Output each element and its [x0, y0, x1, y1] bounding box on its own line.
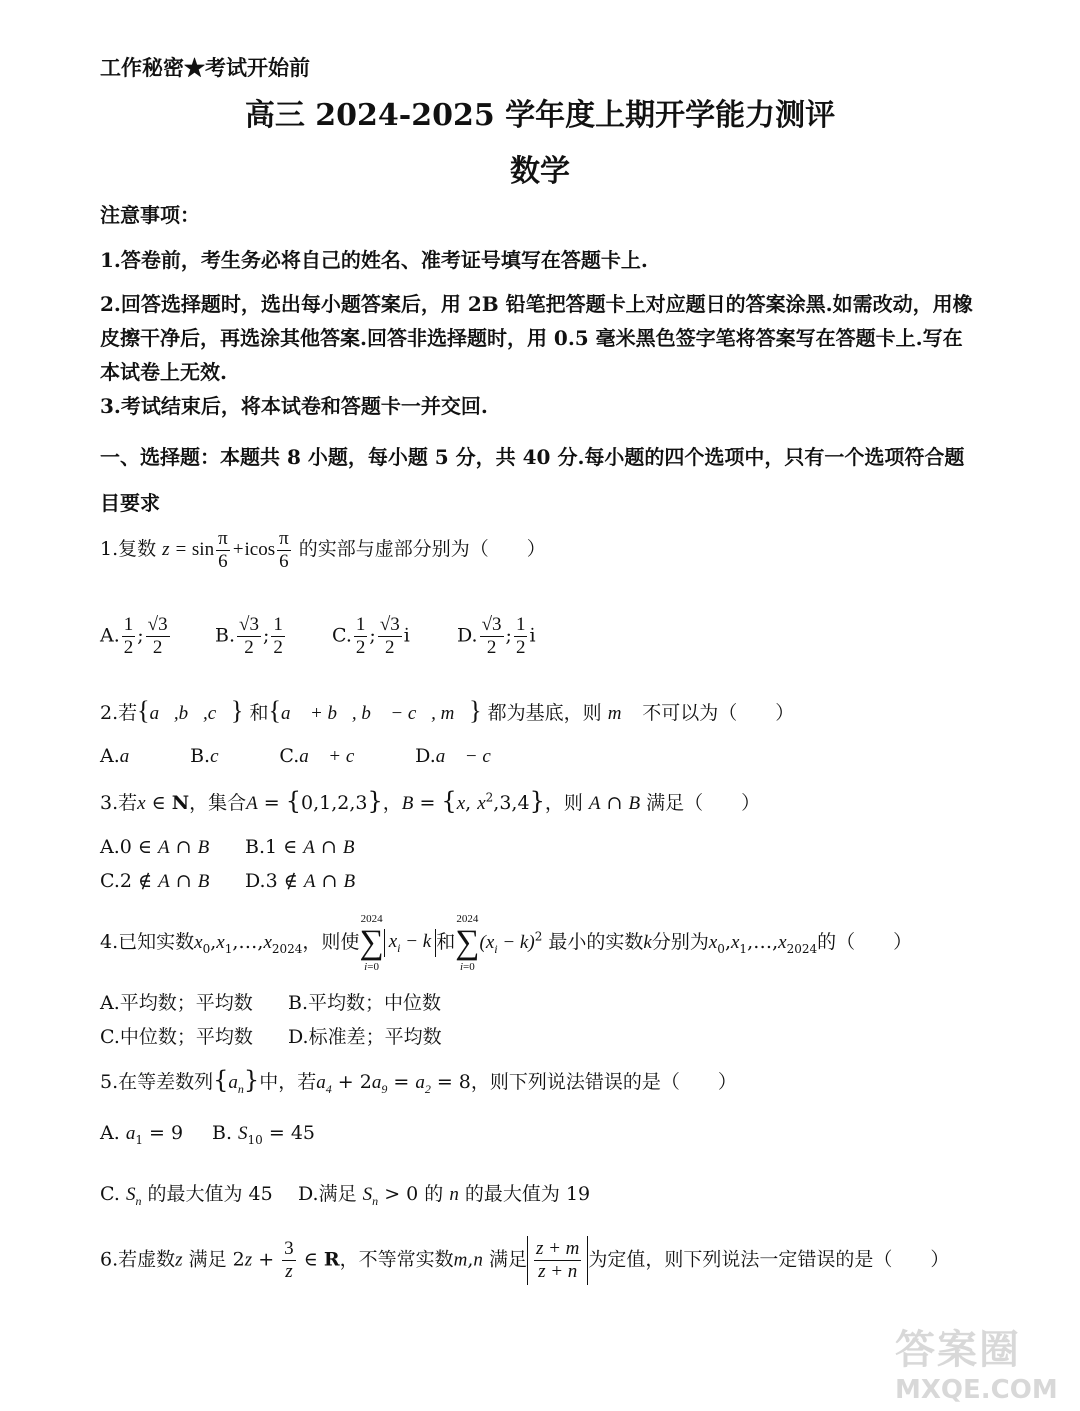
q6-mid1: 满足 — [188, 1248, 227, 1271]
q4-mid1: ，则使 — [302, 931, 360, 953]
question-2: 2.若{a⃗,b⃗,c⃗} 和{a⃗ + b⃗, b⃗ − c⃗, m⃗} 都为基底，则 m⃗ 不可以为（ ） — [100, 696, 795, 725]
q3-option-b: B.1 ∈ A ∩ B — [245, 836, 355, 858]
q3-prefix: 3.若 — [100, 792, 138, 814]
q3-option-c: C.2 ∉ A ∩ B — [100, 870, 210, 892]
notes-heading: 注意事项： — [100, 203, 200, 227]
q1-prefix: 1.复数 — [100, 537, 163, 560]
note-item-1: 1.答卷前，考生务必将自己的姓名、准考证号填写在答题卡上. — [100, 248, 648, 272]
q4-suffix3: 的（ ） — [817, 931, 913, 953]
q4-suffix2: 分别为 — [651, 931, 709, 953]
q2-options: A.a⃗ B.c⃗ C.a⃗ + c⃗ D.a⃗ − c⃗ — [100, 745, 506, 767]
q5-optd-text2: 的 — [424, 1183, 444, 1205]
q4-option-b: B.平均数；中位数 — [288, 992, 442, 1014]
q5-optd-text: D.满足 — [298, 1183, 357, 1205]
q2-basis-2: {a⃗ + b⃗, b⃗ − c⃗, m⃗} — [268, 696, 482, 725]
q3-suffix2: 满足（ ） — [646, 792, 761, 814]
q5-option-b: B. $S_{10} = 45$ — [212, 1122, 316, 1147]
subject-title: 数学 — [510, 154, 570, 189]
watermark-logo — [895, 1318, 1070, 1406]
q3-option-a: A.0 ∈ A ∩ B — [100, 836, 210, 858]
q2-basis-1: {a⃗,b⃗,c⃗} — [137, 696, 244, 725]
q3-mid1: ，集合 — [189, 792, 247, 814]
q1-option-b: B. $\frac{√3}{2}$ ; $\frac{1}{2}$ — [215, 614, 283, 658]
q5-prefix: 5.在等差数列 — [100, 1071, 214, 1093]
q3-option-d: D.3 ∉ A ∩ B — [245, 870, 356, 892]
section-heading: 一、选择题：本题共 8 小题，每小题 5 分，共 40 分.每小题的四个选项中，只有一个选项符合题目要求 — [100, 445, 965, 515]
q6-prefix: 6.若虚数 — [100, 1248, 176, 1271]
q2-suffix2: 不可以为（ ） — [642, 702, 795, 724]
q1-option-a: A. $\frac{1}{2}$ ; $\frac{√3}{2}$ — [100, 614, 168, 658]
q2-option-a-label: A. — [100, 745, 120, 767]
question-1 — [100, 528, 546, 573]
q4-prefix: 4.已知实数 — [100, 931, 195, 953]
q1-option-c: C. $\frac{1}{2}$ ; $\frac{√3}{2}$ i — [332, 614, 410, 658]
q1-formula: z = sin $\frac{\pi}{6}$ +icos $\frac{\pi}{6}$ — [162, 528, 289, 572]
q5-option-a: A. $a_1 = 9$ — [100, 1122, 184, 1147]
note-item-3: 3.考试结束后，将本试卷和答题卡一并交回. — [100, 394, 488, 418]
q2-option-d-label: D. — [415, 745, 436, 767]
q4-option-d: D.标准差；平均数 — [288, 1026, 442, 1048]
q4-sum-2: 2024 ∑ i=0 — [455, 913, 480, 973]
note-item-2: 2.回答选择题时，选出每小题答案后，用 2B 铅笔把答题卡上对应题日的答案涂黑.如需改动，用橡皮擦干净后，再选涂其他答案.回答非选择题时，用 0.5 毫米黑色签字笔将答案写在答题卡上.写在本试卷上无效. — [100, 292, 973, 384]
q4-suffix: 最小的实数 — [548, 931, 644, 953]
q4-option-a: A.平均数；平均数 — [100, 992, 253, 1014]
q5-optc-text: 的最大值为 45 — [147, 1183, 273, 1205]
q2-prefix: 2.若 — [100, 702, 138, 724]
watermark-line1: 答案圈 — [895, 1327, 1021, 1373]
confidential-label: 工作秘密★考试开始前 — [100, 55, 310, 80]
q3-mid2: ， — [382, 792, 402, 814]
exam-title: 高三 2024-2025 学年度上期开学能力测评 — [244, 98, 836, 133]
q2-mid: 和 — [249, 702, 269, 724]
q5-option-d: D.满足 $S_n > 0$ 的 n 的最大值为 19 — [298, 1183, 591, 1208]
q4-sum-1: 2024 ∑ i=0 — [359, 913, 384, 973]
q6-suffix: 为定值，则下列说法一定错误的是（ ） — [588, 1248, 950, 1271]
q2-suffix: 都为基底，则 — [487, 702, 602, 724]
q2-option-b-label: B. — [190, 745, 211, 767]
q6-mid3: 满足 — [488, 1248, 527, 1271]
q6-mid2: ，不等常实数 — [339, 1248, 454, 1271]
q1-suffix: 的实部与虚部分别为（ ） — [298, 537, 546, 560]
watermark-line2: MXQE.COM — [895, 1375, 1058, 1405]
question-4: 4.已知实数$x_0,x_1,\dots,x_{2024}$，则使 2024 ∑ i=0 $x_i - k$ 和 2024 ∑ i=0 $(x_i - k)^2$ 最小的实数k分别为$x_0,x_1,\dots,x_{2024}$的（ ） — [100, 913, 913, 973]
question-5: 5.在等差数列$\{a_n\}$中，若$a_4 + 2a_9 = a_2 = 8$，则下列说法错误的是（ ） — [100, 1066, 737, 1096]
q2-option-c-label: C. — [279, 745, 300, 767]
question-6: 6.若虚数z 满足 2z + $\frac{3}{z}$ ∈ R，不等常实数m,n 满足 $\frac{z + m}{z + n}$ 为定值，则下列说法一定错误的是（ ） — [100, 1236, 949, 1285]
q3-suffix: ，则 — [544, 792, 583, 814]
q5-optd-text3: 的最大值为 19 — [464, 1183, 591, 1205]
q5-mid: 中，若 — [259, 1071, 317, 1093]
q4-option-c: C.中位数；平均数 — [100, 1026, 253, 1048]
question-3: 3.若x ∈ N，集合A = {0,1,2,3}，B = {x, $x^2,3,4$}，则 A ∩ B 满足（ ） — [100, 787, 761, 815]
q5-option-c: C. $S_n$ 的最大值为 45 — [100, 1183, 273, 1208]
q5-suffix: ，则下列说法错误的是（ ） — [470, 1071, 737, 1093]
q1-option-d: D. $\frac{√3}{2}$ ; $\frac{1}{2}$ i — [457, 614, 536, 658]
q4-mid2: 和 — [436, 931, 456, 953]
